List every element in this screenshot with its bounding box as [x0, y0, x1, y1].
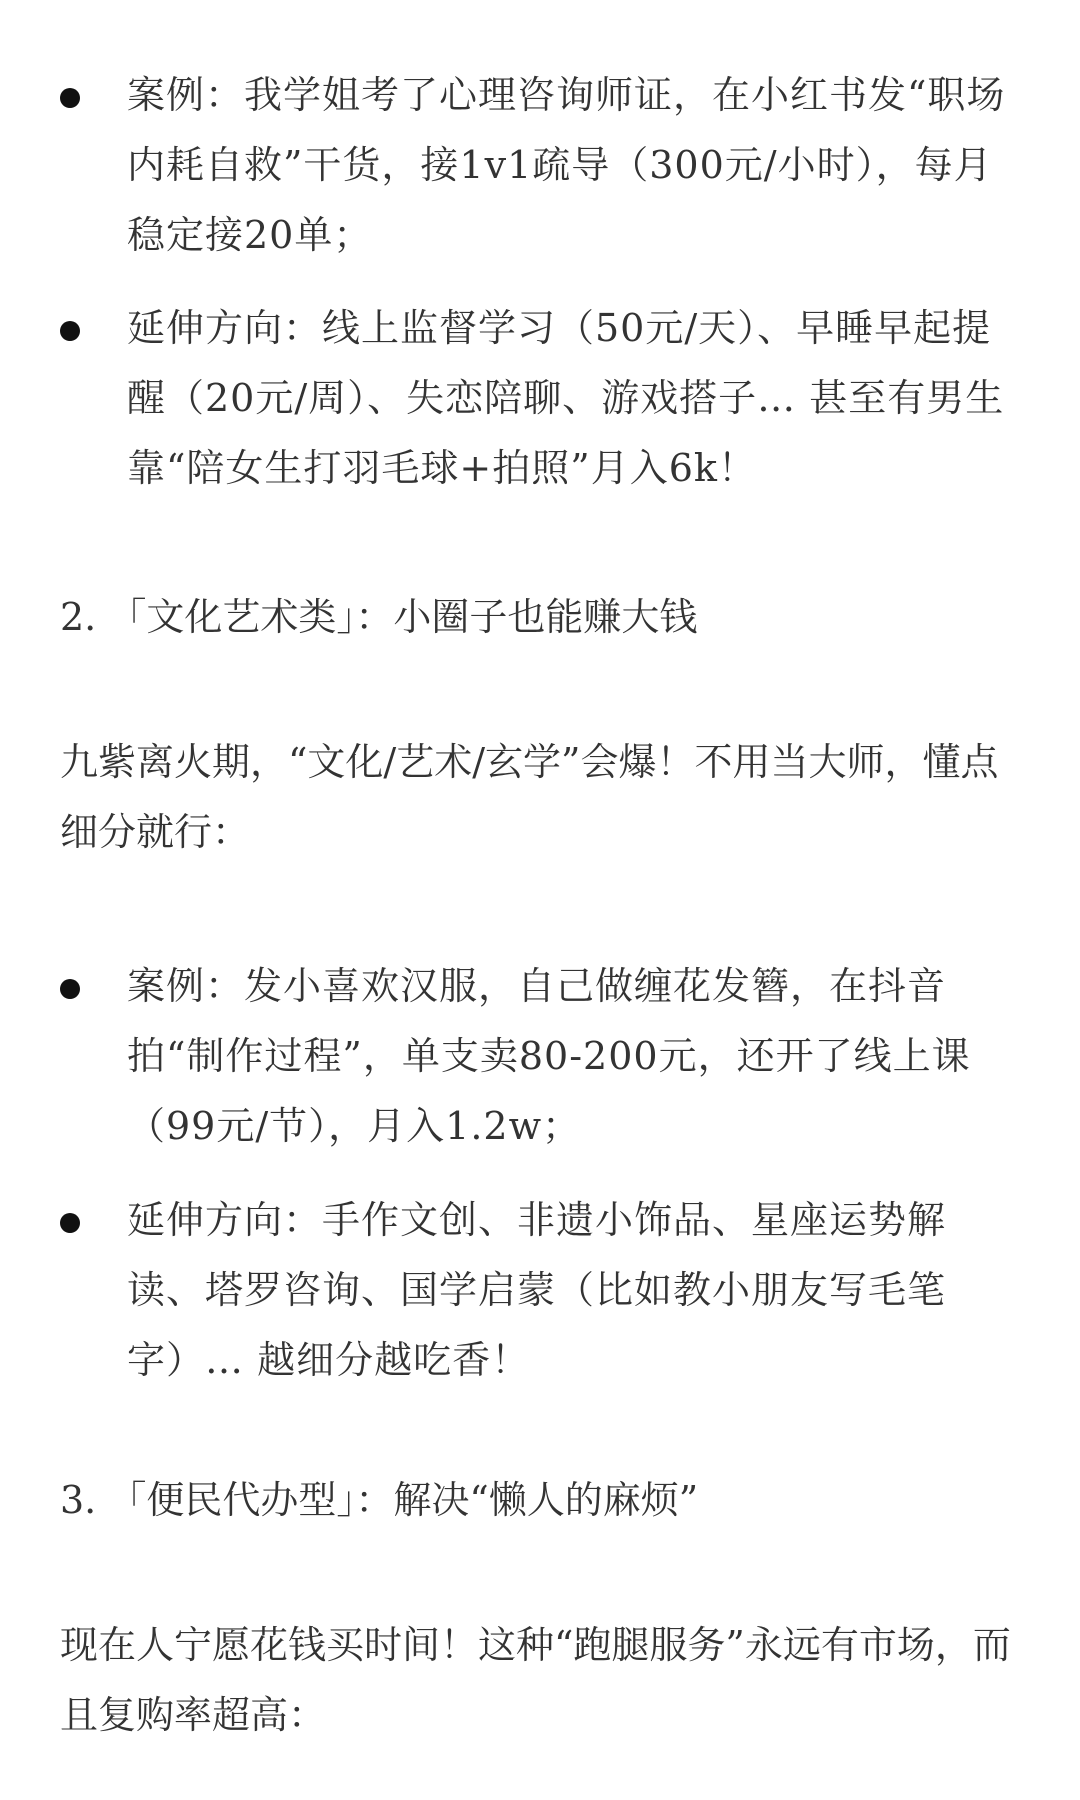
list-item: [60, 951, 1020, 1161]
list-item: [60, 1185, 1020, 1395]
bullet-dot: [60, 88, 80, 108]
bullet-dot: [60, 979, 80, 999]
bullet-dot: [60, 1213, 80, 1233]
list-item: [60, 293, 1020, 503]
bullet-text: 延伸方向：手作文创、非遗小饰品、星座运势解读、塔罗咨询、国学启蒙（比如教小朋友写毛笔字）… 越细分越吃香！: [127, 1198, 947, 1382]
section-heading: 2. 「文化艺术类」：小圈子也能赚大钱: [60, 595, 698, 639]
section-heading: 3. 「便民代办型」：解决“懒人的麻烦”: [60, 1478, 699, 1522]
bullet-text: 案例：发小喜欢汉服，自己做缠花发簪，在抖音拍“制作过程”，单支卖80-200元，还开了线上课（99元/节），月入1.2w；: [127, 964, 971, 1148]
bullet-text: 延伸方向：线上监督学习（50元/天）、早睡早起提醒（20元/周）、失恋陪聊、游戏搭子… 甚至有男生靠“陪女生打羽毛球+拍照”月入6k！: [127, 306, 1005, 490]
bullet-text: 案例：我学姐考了心理咨询师证，在小红书发“职场内耗自救”干货，接1v1疏导（300元/小时），每月稳定接20单；: [127, 73, 1006, 257]
list-item: [60, 60, 1020, 270]
bullet-dot: [60, 321, 80, 341]
paragraph: 九紫离火期，“文化/艺术/玄学”会爆！不用当大师，懂点细分就行：: [60, 740, 999, 854]
paragraph: 现在人宁愿花钱买时间！这种“跑腿服务”永远有市场，而且复购率超高：: [60, 1623, 1011, 1737]
